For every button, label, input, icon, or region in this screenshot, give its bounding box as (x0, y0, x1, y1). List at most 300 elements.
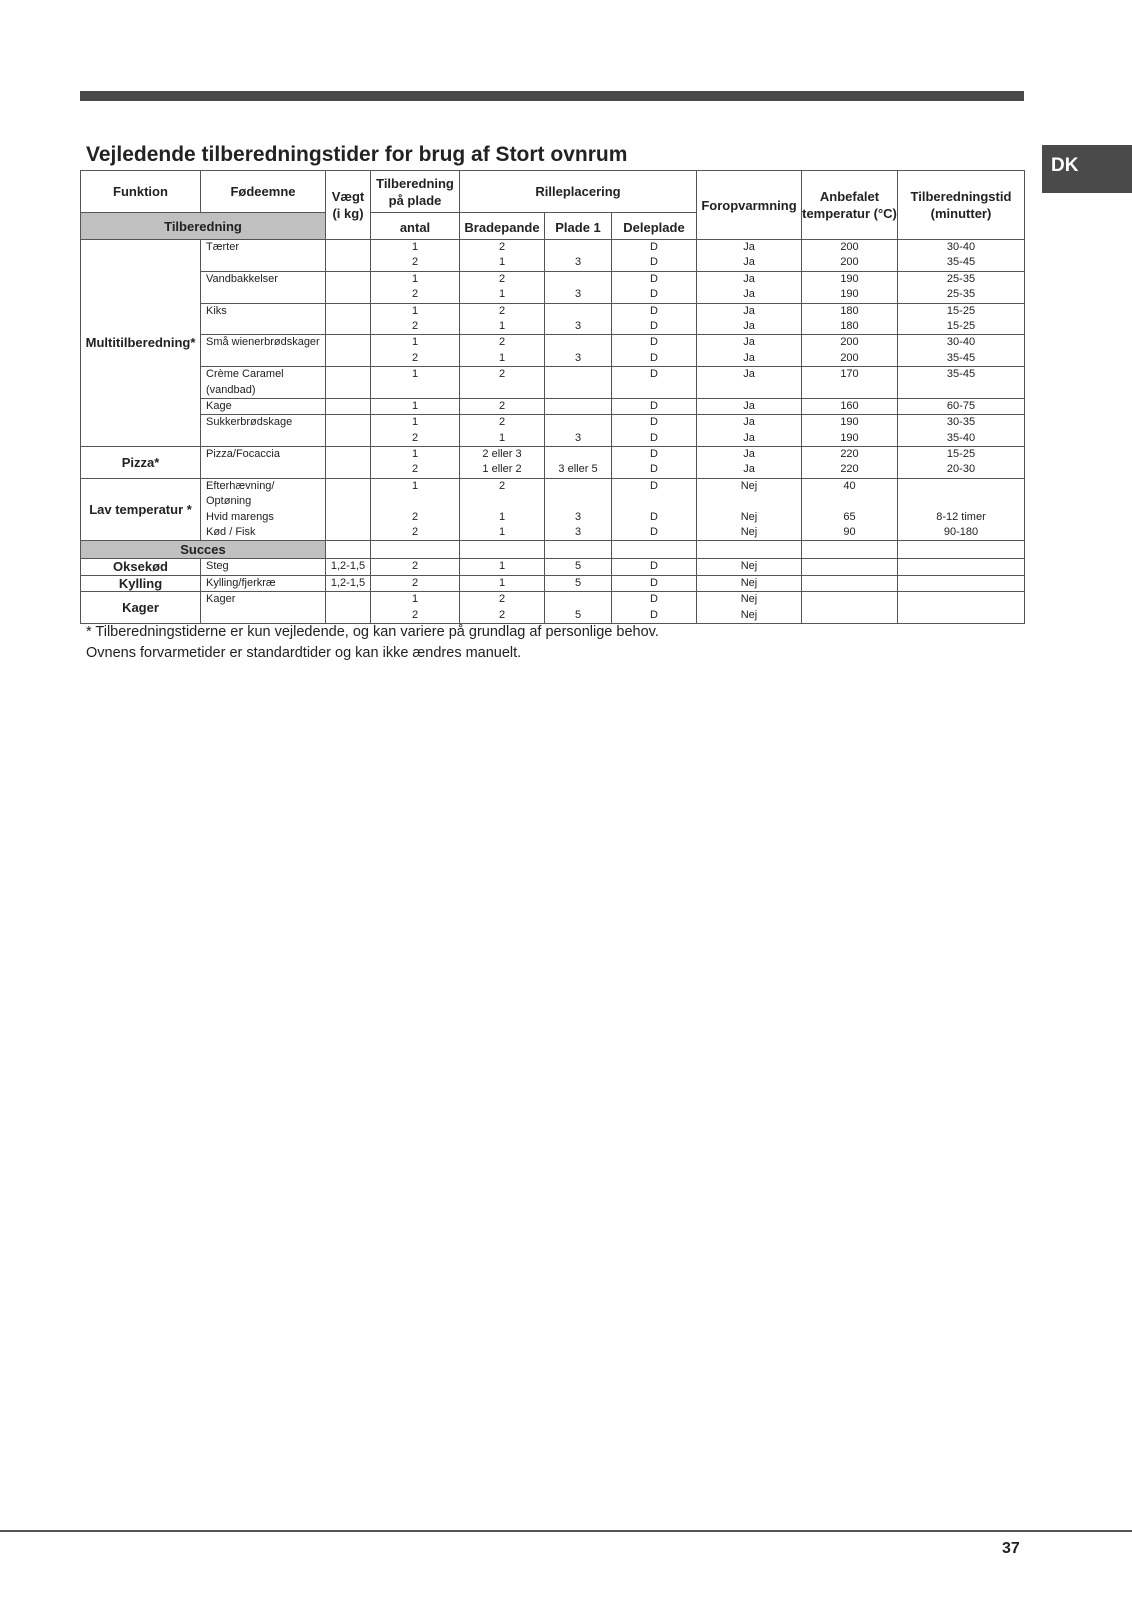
plade1-cell-line (545, 367, 611, 382)
count-cell-line: 2 (411, 576, 419, 589)
deleplade-cell-line: D (650, 463, 658, 476)
plade1-cell (545, 398, 612, 414)
count-cell (371, 592, 460, 624)
weight-cell-line (326, 415, 370, 430)
header-fodeemne: Fødeemne (201, 171, 326, 213)
deleplade-cell (612, 335, 697, 367)
plade1-cell (545, 240, 612, 272)
deleplade-cell-line: D (650, 351, 658, 364)
weight-cell (326, 271, 371, 303)
count-cell-line: 1 (411, 304, 419, 317)
plade1-cell-line: 3 (574, 526, 582, 539)
empty-cell (697, 541, 802, 559)
header-vaegt: Vægt (i kg) (326, 171, 371, 240)
preheat-cell-line: Ja (743, 272, 755, 285)
preheat-cell (697, 447, 802, 479)
preheat-cell (697, 415, 802, 447)
temperature-cell (802, 592, 898, 624)
plade1-cell-line: 3 (574, 288, 582, 301)
empty-cell (802, 541, 898, 559)
bradepande-cell-line: 2 (498, 241, 506, 253)
deleplade-cell (612, 559, 697, 575)
deleplade-cell-line: D (650, 241, 658, 253)
time-cell-line: 35-45 (946, 368, 976, 381)
weight-cell (326, 478, 371, 541)
preheat-cell-line: Ja (743, 448, 755, 461)
count-cell-line: 1 (411, 479, 419, 492)
weight-cell-line (326, 447, 370, 462)
bradepande-cell (460, 592, 545, 624)
temperature-cell-line (802, 494, 897, 509)
count-cell-line: 1 (411, 416, 419, 429)
count-cell (371, 303, 460, 335)
temperature-cell-line (802, 559, 897, 574)
bradepande-cell-line: 2 (498, 399, 506, 412)
temperature-cell-line: 220 (840, 448, 859, 461)
plade1-cell (545, 303, 612, 335)
count-cell-line: 2 (411, 288, 419, 301)
preheat-cell-line (697, 494, 801, 509)
preheat-cell-line: Ja (743, 351, 755, 364)
food-cell-line: Kage (206, 399, 232, 412)
temperature-cell-line: 90 (843, 526, 856, 539)
page-title: Vejledende tilberedningstider for brug af Stort ovnrum (86, 143, 628, 166)
bradepande-cell (460, 415, 545, 447)
bradepande-cell-line: 1 (498, 319, 506, 332)
weight-cell (326, 335, 371, 367)
preheat-cell-line: Ja (743, 241, 755, 253)
weight-cell (326, 240, 371, 272)
deleplade-cell (612, 303, 697, 335)
header-tilberedning-plade: Tilberedning på plade (371, 171, 460, 213)
temperature-cell (802, 575, 898, 591)
temperature-cell-line: 170 (840, 368, 859, 381)
plade1-cell (545, 559, 612, 575)
bradepande-cell (460, 478, 545, 541)
deleplade-cell (612, 478, 697, 541)
time-cell (898, 271, 1025, 303)
temperature-cell-line: 180 (840, 319, 859, 332)
temperature-cell-line: 200 (840, 256, 859, 269)
bradepande-cell-line: 1 (498, 560, 506, 573)
time-cell-line: 30-35 (946, 416, 976, 429)
food-cell-line: Sukkerbrødskage (206, 416, 293, 429)
header-rilleplacering: Rilleplacering (460, 171, 697, 213)
temperature-cell-line: 190 (840, 416, 859, 429)
table-row (81, 447, 1025, 479)
bradepande-cell (460, 240, 545, 272)
time-cell-line: 60-75 (946, 399, 976, 412)
temperature-cell (802, 398, 898, 414)
bottom-rule (0, 1530, 1132, 1532)
empty-cell (612, 541, 697, 559)
bradepande-cell-line: 1 (498, 431, 506, 444)
count-cell-line: 2 (411, 431, 419, 444)
bradepande-cell (460, 271, 545, 303)
succes-band-row (81, 541, 1025, 559)
count-cell-line: 2 (411, 463, 419, 476)
footnotes (86, 622, 659, 664)
plade1-cell-line: 5 (574, 560, 582, 573)
footnote-2: Ovnens forvarmetider er standardtider og kan ikke ændres manuelt. (86, 645, 522, 661)
deleplade-cell-line: D (650, 416, 658, 429)
time-cell-line (898, 559, 1024, 574)
temperature-cell (802, 559, 898, 575)
table-row (81, 335, 1025, 367)
deleplade-cell-line: D (650, 288, 658, 301)
time-cell (898, 367, 1025, 399)
deleplade-cell-line: D (650, 448, 658, 461)
count-cell-line (371, 494, 459, 509)
deleplade-cell-line: D (650, 560, 658, 573)
count-cell-line: 2 (411, 510, 419, 523)
time-cell (898, 559, 1025, 575)
time-cell-line: 15-25 (946, 319, 976, 332)
time-cell-line: 25-35 (946, 272, 976, 285)
bradepande-cell (460, 367, 545, 399)
temperature-cell-line: 200 (840, 241, 859, 253)
bradepande-cell (460, 447, 545, 479)
plade1-cell-line: 5 (574, 608, 582, 621)
bradepande-cell-line: 2 (498, 336, 506, 349)
deleplade-cell-line: D (650, 399, 658, 412)
bradepande-cell-line: 1 (498, 288, 506, 301)
time-cell-line (898, 494, 1024, 509)
food-cell (201, 415, 326, 447)
deleplade-cell-line: D (650, 272, 658, 285)
deleplade-cell-line: D (650, 304, 658, 317)
deleplade-cell (612, 398, 697, 414)
preheat-cell (697, 335, 802, 367)
header-funktion: Funktion (81, 171, 201, 213)
count-cell (371, 271, 460, 303)
count-cell-line: 2 (411, 608, 419, 621)
food-cell (201, 240, 326, 272)
deleplade-cell-line: D (650, 431, 658, 444)
preheat-cell-line: Nej (740, 593, 758, 606)
food-cell (201, 398, 326, 414)
header-antal: antal (371, 213, 460, 240)
weight-cell-line (326, 367, 370, 382)
temperature-cell-line: 190 (840, 431, 859, 444)
deleplade-cell-line: D (650, 256, 658, 269)
count-cell (371, 398, 460, 414)
header-foropvarmning: Foropvarmning (697, 171, 802, 240)
preheat-cell-line: Ja (743, 416, 755, 429)
preheat-cell-line: Nej (740, 479, 758, 492)
weight-cell-line (326, 335, 370, 350)
preheat-cell (697, 575, 802, 591)
food-cell-line: Steg (206, 560, 229, 573)
language-tab: DK (1042, 145, 1132, 193)
preheat-cell (697, 398, 802, 414)
empty-cell (545, 541, 612, 559)
time-cell-line: 35-45 (946, 256, 976, 269)
preheat-cell-line: Ja (743, 463, 755, 476)
preheat-cell-line: Ja (743, 288, 755, 301)
preheat-cell (697, 367, 802, 399)
preheat-cell-line: Ja (743, 319, 755, 332)
weight-cell-line (326, 304, 370, 319)
table-row (81, 271, 1025, 303)
count-cell-line: 1 (411, 448, 419, 461)
temperature-cell (802, 303, 898, 335)
preheat-cell-line: Ja (743, 431, 755, 444)
time-cell-line (898, 576, 1024, 591)
time-cell-line: 25-35 (946, 288, 976, 301)
bradepande-cell-line: 1 (498, 256, 506, 269)
time-cell-line: 8-12 timer (936, 510, 986, 523)
food-cell-line: Kylling/fjerkræ (206, 576, 276, 589)
food-cell-line: Små wienerbrødskager (206, 336, 320, 349)
temperature-cell-line: 190 (840, 272, 859, 285)
header-tilberedningstid: Tilberedningstid (minutter) (898, 171, 1025, 240)
deleplade-cell-line: D (650, 368, 658, 381)
food-cell-line: Kiks (206, 304, 227, 317)
time-cell (898, 335, 1025, 367)
bradepande-cell-line: 1 (498, 526, 506, 539)
plade1-cell-line (545, 240, 611, 255)
temperature-cell-line: 200 (840, 351, 859, 364)
preheat-cell-line: Ja (743, 256, 755, 269)
weight-cell (326, 303, 371, 335)
time-cell-line: 30-40 (946, 241, 976, 253)
bradepande-cell (460, 335, 545, 367)
plade1-cell (545, 335, 612, 367)
count-cell-line: 1 (411, 368, 419, 381)
preheat-cell-line: Ja (743, 336, 755, 349)
function-cell: Lav temperatur * (81, 478, 201, 541)
weight-cell (326, 367, 371, 399)
count-cell (371, 335, 460, 367)
weight-cell-line (326, 479, 370, 494)
plade1-cell-line (545, 447, 611, 462)
time-cell-line: 15-25 (946, 448, 976, 461)
count-cell-line: 1 (411, 336, 419, 349)
preheat-cell-line: Nej (740, 510, 758, 523)
count-cell-line: 1 (411, 399, 419, 412)
header-bradepande: Bradepande (460, 213, 545, 240)
deleplade-cell-line: D (650, 319, 658, 332)
plade1-cell-line (545, 399, 611, 414)
temperature-cell (802, 271, 898, 303)
preheat-cell-line: Ja (743, 368, 755, 381)
bradepande-cell-line: 2 (498, 479, 506, 492)
preheat-cell (697, 559, 802, 575)
bradepande-cell (460, 398, 545, 414)
table-row (81, 478, 1025, 541)
preheat-cell (697, 271, 802, 303)
footnote-1: * Tilberedningstiderne er kun vejledende, og kan variere på grundlag af personlige behov. (86, 624, 659, 640)
band-tilberedning: Tilberedning (81, 213, 326, 240)
preheat-cell-line: Nej (740, 560, 758, 573)
time-cell-line: 35-45 (946, 351, 976, 364)
plade1-cell (545, 271, 612, 303)
food-cell (201, 575, 326, 591)
temperature-cell (802, 240, 898, 272)
food-cell (201, 303, 326, 335)
count-cell-line: 1 (411, 593, 419, 606)
preheat-cell-line: Ja (743, 304, 755, 317)
page-number: 37 (1002, 1540, 1020, 1557)
temperature-cell-line: 220 (840, 463, 859, 476)
deleplade-cell (612, 415, 697, 447)
food-cell-line: Efterhævning/ (206, 479, 275, 492)
bradepande-cell-line: 1 eller 2 (482, 463, 522, 476)
header-anbefalet-temperatur: Anbefalet temperatur (°C) (802, 171, 898, 240)
plade1-cell (545, 478, 612, 541)
time-cell (898, 240, 1025, 272)
top-rule (80, 91, 1024, 101)
deleplade-cell (612, 592, 697, 624)
plade1-cell-line: 3 eller 5 (558, 463, 598, 476)
weight-cell-line (326, 592, 370, 607)
temperature-cell-line: 190 (840, 288, 859, 301)
plade1-cell-line (545, 272, 611, 287)
count-cell-line: 2 (411, 256, 419, 269)
table-row (81, 398, 1025, 414)
deleplade-cell-line: D (650, 526, 658, 539)
deleplade-cell (612, 271, 697, 303)
function-cell: Pizza* (81, 447, 201, 479)
table-row (81, 415, 1025, 447)
bradepande-cell (460, 303, 545, 335)
empty-cell (371, 541, 460, 559)
plade1-cell-line (545, 494, 611, 509)
function-cell: Kylling (81, 575, 201, 591)
count-cell-line: 2 (411, 319, 419, 332)
weight-cell-line (326, 240, 370, 255)
bradepande-cell-line: 2 (498, 593, 506, 606)
temperature-cell-line: 180 (840, 304, 859, 317)
plade1-cell (545, 575, 612, 591)
header-deleplade: Deleplade (612, 213, 697, 240)
plade1-cell-line: 3 (574, 510, 582, 523)
plade1-cell-line (545, 592, 611, 607)
table-row (81, 575, 1025, 591)
plade1-cell-line (545, 479, 611, 494)
table-row (81, 240, 1025, 272)
temperature-cell-line: 65 (843, 510, 856, 523)
band-succes: Succes (81, 541, 326, 559)
temperature-cell-line (802, 592, 897, 607)
function-cell: Multitilberedning* (81, 240, 201, 447)
preheat-cell (697, 240, 802, 272)
plade1-cell (545, 367, 612, 399)
weight-cell (326, 575, 371, 591)
bradepande-cell-line: 2 (498, 416, 506, 429)
food-cell-line: Vandbakkelser (206, 272, 278, 285)
food-cell-line: Kød / Fisk (206, 526, 256, 539)
time-cell (898, 303, 1025, 335)
preheat-cell-line: Ja (743, 399, 755, 412)
bradepande-cell (460, 559, 545, 575)
plade1-cell (545, 447, 612, 479)
plade1-cell-line (545, 415, 611, 430)
food-cell-line: (vandbad) (206, 383, 256, 396)
weight-cell-line: 1,2-1,5 (330, 576, 366, 589)
plade1-cell-line: 3 (574, 351, 582, 364)
bradepande-cell (460, 575, 545, 591)
time-cell (898, 592, 1025, 624)
count-cell-line: 2 (411, 351, 419, 364)
count-cell (371, 575, 460, 591)
weight-cell-line (326, 399, 370, 414)
food-cell-line: Kager (206, 593, 236, 606)
food-cell (201, 367, 326, 399)
plade1-cell-line: 5 (574, 576, 582, 589)
time-cell-line (898, 479, 1024, 494)
temperature-cell (802, 415, 898, 447)
bradepande-cell-line: 2 (498, 608, 506, 621)
deleplade-cell-line: D (650, 593, 658, 606)
preheat-cell-line: Nej (740, 608, 758, 621)
food-cell-line: Crème Caramel (206, 368, 284, 381)
count-cell (371, 240, 460, 272)
plade1-cell-line (545, 304, 611, 319)
header-plade1: Plade 1 (545, 213, 612, 240)
bradepande-cell-line: 2 eller 3 (482, 448, 522, 461)
deleplade-cell (612, 447, 697, 479)
preheat-cell (697, 303, 802, 335)
time-cell (898, 398, 1025, 414)
temperature-cell (802, 478, 898, 541)
temperature-cell-line (802, 576, 897, 591)
temperature-cell-line: 40 (843, 479, 856, 492)
preheat-cell (697, 592, 802, 624)
food-cell (201, 271, 326, 303)
time-cell (898, 415, 1025, 447)
time-cell (898, 447, 1025, 479)
temperature-cell-line: 200 (840, 336, 859, 349)
time-cell (898, 575, 1025, 591)
deleplade-cell-line (612, 494, 696, 509)
plade1-cell (545, 592, 612, 624)
temperature-cell (802, 335, 898, 367)
table-row (81, 303, 1025, 335)
preheat-cell-line: Nej (740, 576, 758, 589)
preheat-cell (697, 478, 802, 541)
time-cell (898, 478, 1025, 541)
food-cell (201, 335, 326, 367)
empty-cell (460, 541, 545, 559)
cooking-times-table (80, 170, 1025, 624)
deleplade-cell (612, 367, 697, 399)
plade1-cell-line: 3 (574, 431, 582, 444)
preheat-cell-line: Nej (740, 526, 758, 539)
deleplade-cell-line: D (650, 336, 658, 349)
food-cell (201, 559, 326, 575)
food-cell-line: Tærter (206, 241, 239, 253)
bradepande-cell-line: 1 (498, 510, 506, 523)
time-cell-line: 15-25 (946, 304, 976, 317)
table-row (81, 367, 1025, 399)
time-cell-line (898, 592, 1024, 607)
bradepande-cell-line: 1 (498, 576, 506, 589)
deleplade-cell-line: D (650, 576, 658, 589)
count-cell (371, 478, 460, 541)
food-cell (201, 478, 326, 541)
count-cell-line: 1 (411, 272, 419, 285)
empty-cell (898, 541, 1025, 559)
weight-cell-line (326, 272, 370, 287)
plade1-cell-line: 3 (574, 256, 582, 269)
deleplade-cell (612, 240, 697, 272)
food-cell-line: Optøning (206, 495, 252, 508)
weight-cell (326, 592, 371, 624)
weight-cell (326, 559, 371, 575)
plade1-cell (545, 415, 612, 447)
